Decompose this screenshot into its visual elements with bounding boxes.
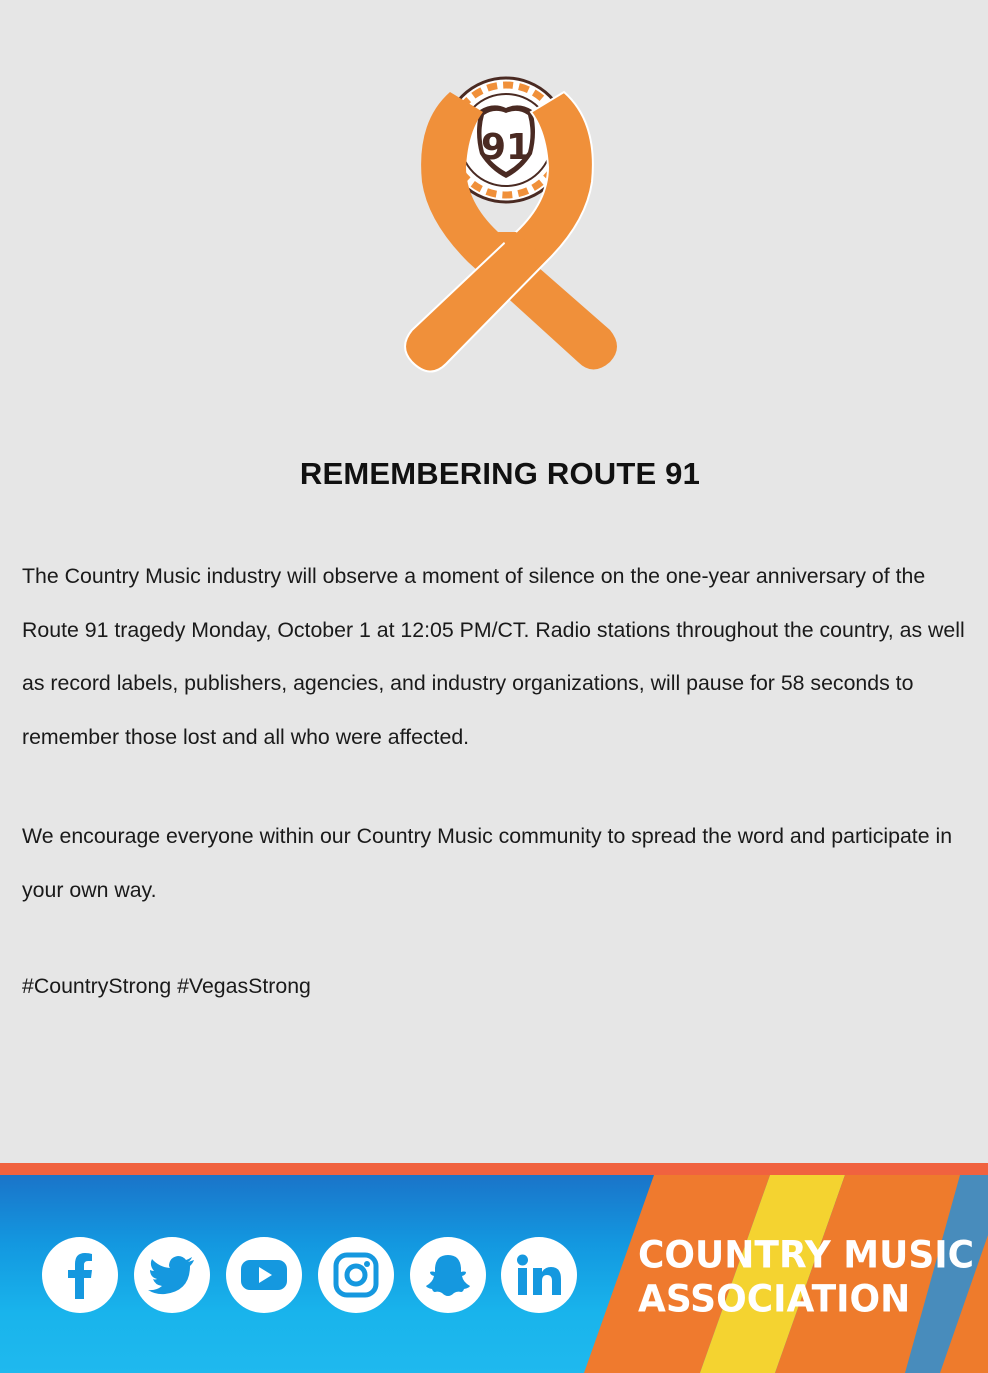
brand-line-2: ASSOCIATION: [638, 1278, 911, 1322]
youtube-icon: [240, 1257, 288, 1293]
hashtags: #CountryStrong #VegasStrong: [22, 974, 311, 998]
snapchat-button[interactable]: [410, 1237, 486, 1313]
footer-accent-stripe: [0, 1163, 988, 1175]
facebook-button[interactable]: [42, 1237, 118, 1313]
page-title: REMEMBERING ROUTE 91: [299, 456, 701, 491]
linkedin-button[interactable]: [501, 1237, 577, 1313]
brand-line-1: COUNTRY MUSIC: [638, 1234, 975, 1278]
instagram-button[interactable]: [318, 1237, 394, 1313]
badge-number: 91: [480, 127, 532, 168]
linkedin-icon: [516, 1254, 562, 1296]
youtube-button[interactable]: [226, 1237, 302, 1313]
twitter-icon: [148, 1255, 196, 1295]
snapchat-icon: [425, 1252, 471, 1298]
twitter-button[interactable]: [134, 1237, 210, 1313]
announcement-paragraph: The Country Music industry will observe a moment of silence on the one-year anniversary of the Route 91 tragedy Monday, October 1 at 12:05 PM/CT. Radio stations throughout the country, as well as record labels, publishers, agencies, and industry organizations, will pause for 58 seconds to remember those lost and all who were affected.: [22, 564, 965, 750]
route-91-ribbon-logo: [388, 62, 628, 392]
country-music-association-logo[interactable]: [638, 1234, 975, 1322]
facebook-icon: [60, 1251, 100, 1299]
instagram-icon: [333, 1252, 379, 1298]
encouragement-paragraph: We encourage everyone within our Country Music community to spread the word and participate in your own way.: [22, 824, 953, 902]
